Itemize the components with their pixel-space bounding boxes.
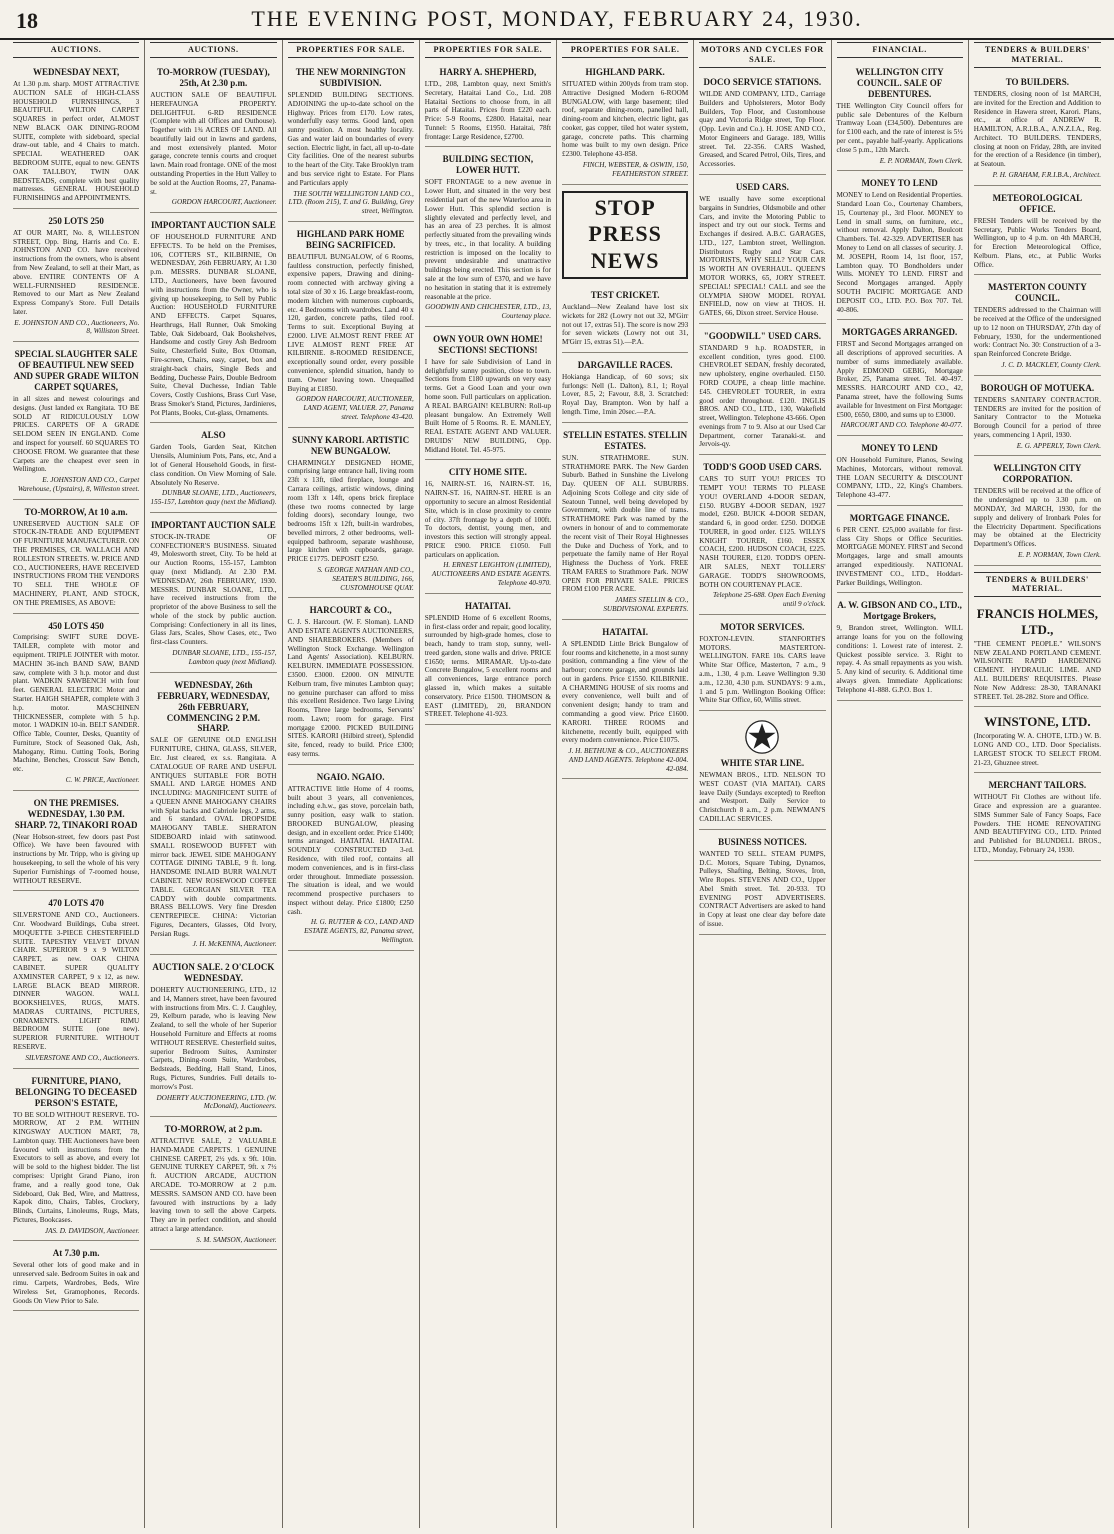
classified-ad — [699, 177, 825, 324]
column-6 — [694, 40, 831, 1528]
classified-ad — [974, 601, 1101, 707]
ad-body-text: LTD., 208, Lambton quay, next Smith's Secretary, Hataitai Land Co., Ltd. 208 Hataitai Sections to choose from, in all parts of Hataitai. Prices from £220 each. Price: 5-9 Rooms, £2800. Hataitai, near Tunnel: 5 Rooms, £1950. Hataitai, 78ft frontage: Large Residence, £2700. — [424, 79, 551, 141]
ad-body-text: TENDERS will be received at the office of the undersigned up to 3.30 p.m. on MONDAY, 3rd MARCH, 1930, for the supply and delivery of Ironbark Poles for the Electricity Department. Specifications may be obtained at the Electricity Department's Offices. — [973, 487, 1101, 549]
ad-title: MERCHANT TAILORS. — [988, 780, 1087, 791]
column-5 — [557, 40, 694, 1528]
ad-title: WELLINGTON CITY CORPORATION. — [993, 463, 1082, 485]
ad-signature: C. W. PRICE, Auctioneer. — [65, 775, 140, 784]
ad-body-text: WITHOUT Fit Clothes are without life. Grace and expression are a guarantee. SIMS Summer Sale of Fancy Soaps, Face Powders. THE HOME RENOVATING AND BEAUTIFYING CO., LTD. Printed and Published for BLUNDELL BROS., LTD., Monday, February 24, 1930. — [973, 793, 1101, 854]
classified-ad — [974, 72, 1101, 186]
classified-ad — [150, 62, 276, 213]
ad-signature: P. H. GRAHAM, F.R.I.B.A., Architect. — [992, 171, 1101, 179]
ad-body-text: TENDERS addressed to the Chairman will be received at the Office of the undersigned up to 12 noon on THURSDAY, 27th day of February, 1930, for the undermentioned work: Contract No. 30: Construction of a 3-span Reinforced Concrete Bridge. — [973, 306, 1101, 359]
ad-title: WELLINGTON CITY COUNCIL. SALE OF DEBENTURES. — [855, 67, 944, 99]
ad-body-text: STANDARD 9 h.p. ROADSTER, in excellent condition, tyres good. £100. CHEVROLET SEDAN, freshly decorated, new upholstery, engine overhauled. £150. FORD COUPE, a cheap little machine. £45. CHEVROLET TOURER, in extra good order throughout. £120. INGLIS BROS. AND CO., LTD., 130, Wakefield street, Wellington. Telephone 43-666. Open evenings from 7 to 9. Also at our Used Car Department, corner Taranaki-st. and Jervois-qy. — [699, 343, 826, 449]
classified-ad — [974, 709, 1101, 773]
ad-title: HARCOURT & CO., — [309, 605, 392, 616]
ad-title: METEOROLOGICAL OFFICE. — [992, 192, 1083, 214]
ad-title: WEDNESDAY, 26th FEBRUARY, WEDNESDAY, 26th FEBRUARY, COMMENCING 2 P.M. SHARP. — [157, 679, 270, 734]
ad-body-text: At 1.30 p.m. sharp. MOST ATTRACTIVE AUCTION SALE of HIGH-CLASS HOUSEHOLD FURNISHINGS, 3 BEAUTIFUL WILTON CARPET SQUARES in perfect order, ALMOST NEW BLACK OAK DINING-ROOM SUITE, complete with sideboard, special draw-out table, and 4 Chairs to match. SPECIAL WEATHERED OAK BEDROOM SUITE, equal to new. GENTS OAK TALLBOY, TWIN OAK BEDSTEADS, complete with best quality mattresses. GENERAL HOUSEHOLD FURNISHINGS and APPOINTMENTS. — [13, 79, 140, 203]
ad-title: THE NEW MORNINGTON SUBDIVISION. — [295, 67, 406, 88]
ad-signature: J. C. D. MACKLEY, County Clerk. — [1001, 361, 1101, 370]
classified-ad — [699, 713, 825, 830]
ad-body-text: TO BE SOLD WITHOUT RESERVE. TO-MORROW, AT 2 P.M. WITHIN KINGSWAY AUCTION MART, 78, Lambton quay. THE Auctioneers have been favoured with instructions from the Executors to sell as above, and every lot will be sold to the highest bidder. The list comprises: Upright Grand Piano, iron frame, and a really good tone, Oak Sideboard, Oak Bed, Wire, and Mattress, Kapok ditto, Chairs, Tables, Crockery, Blinds, Curtains, Linoleums, Rugs, Mats, Pictures, Bookcases. — [13, 1110, 140, 1224]
ad-body-text: A SPLENDID Little Brick Bungalow of four rooms and kitchenette, in a most sunny position, commanding a fine view of the harbour; concrete garage, and grounds laid out in gardens. Price £1550. KILBIRNIE. A CHARMING HOUSE of six rooms and every convenience, well built and of convenient design; handy to tram and commanding a good view. Price £1600. KARORI. THREE ROOMS and kitchenette, recently built, equipped with every modern convenience. Price £1075. — [562, 639, 689, 745]
ad-title: MORTGAGE FINANCE. — [849, 512, 950, 523]
classified-ad — [974, 775, 1101, 860]
ad-title: HATAITAI. — [464, 600, 511, 611]
ad-signature: S. M. SAMSON, Auctioneer. — [196, 1235, 277, 1244]
classified-ad — [562, 622, 688, 780]
ad-title: MONEY TO LEND — [861, 178, 938, 189]
ad-title: BUSINESS NOTICES. — [718, 836, 807, 847]
ad-title: NGAIO. NGAIO. — [316, 771, 385, 782]
ad-title: HIGHLAND PARK HOME BEING SACRIFICED. — [296, 228, 405, 250]
ad-title: MONEY TO LEND — [861, 443, 938, 454]
classified-ad — [13, 344, 139, 499]
ad-title: BUILDING SECTION, LOWER HUTT. — [442, 154, 534, 176]
classified-ad — [699, 326, 825, 455]
ad-body-text: Hokianga Handicap, of 60 sovs; six furlongs: Nell (L. Dalton), 8.1, 1; Royal Lover, 8.5, 2; Favour, 8.8, 3. Scratched: Royal Day, Brampton. Won by half a length. Time, 1min 20sec.—P.A. — [562, 372, 689, 417]
ad-signature: H. ERNEST LEIGHTON (LIMITED), AUCTIONEERS AND ESTATE AGENTS. Telephone 40-970. — [431, 561, 551, 587]
ad-title: A. W. GIBSON AND CO., LTD., Mortgage Brokers, — [837, 600, 962, 622]
ad-body-text: TENDERS, closing noon of 1st MARCH, are invited for the Erection and Addition to Residence in Hawera street, Karori. Plans, etc., at office of ANDREW R. HAMILTON, A.R.I.B.A., A.N.Z.I.A., Reg. Architect. TO BUILDERS. TENDERS, closing at noon on Friday, 28th, are invited for the erection of a Residence (in timber), at Seatoun. — [973, 89, 1101, 169]
classified-ad — [974, 458, 1101, 565]
column-7 — [832, 40, 969, 1528]
ad-title: 470 LOTS 470 — [48, 898, 104, 909]
column-4 — [420, 40, 557, 1528]
column-1 — [8, 40, 145, 1528]
ad-body-text: "THE CEMENT PEOPLE." WILSON'S NEW ZEALAND PORTLAND CEMENT. WILSONITE RAPID HARDENING CEMENT. HYDRAULIC LIME. AND ALL BUILDERS' REQUISITES. Please Note New Address: 28-30, TARANAKI STREET. Tel. 28-282. Store and Office. — [973, 639, 1101, 701]
ad-title: MASTERTON COUNTY COUNCIL. — [987, 282, 1087, 304]
classified-ad — [562, 62, 688, 185]
ad-body-text: SALE OF GENUINE OLD ENGLISH FURNITURE, CHINA, GLASS, SILVER, Etc. Just cleared, ex s.s. Rangitata. A CATALOGUE OF RARE AND USEFUL ANTIQUES SUITABLE FOR BOTH SMALL AND LARGE HOMES AND INCLUDING: MAGNIFICENT SUITE of a QUEEN ANNE MAHOGANY CHAIRS with Splat backs and Cabriole legs, 2 arms, and 6 standard. OVAL DROPSIDE MAHOGANY TABLE. SHERATON SIDEBOARD inlaid with satinwood. SMALL ROSEWOOD BUFFET with mirror back. JEWEL SIDE MAHOGANY COTTAGE DINING TABLE, 9 ft. long. HANDSOME INLAID BURR WALNUT CABINET. NEW ROSEWOOD COFFEE TABLE. GEORGIAN SILVER TEA CADDY with double compartments. BRASS BELLOWS. Very fine Dresden CENTREPIECE. CHINA: Victorian Figures, Decanters, Glasses, Old Ivory, Persian Rugs. — [150, 736, 277, 938]
ad-signature: GORDON HARCOURT, Auctioneer. — [171, 198, 277, 207]
ad-signature: THE SOUTH WELLINGTON LAND CO., LTD. (Room 215), T. and G. Building, Grey street, Wellington. — [288, 189, 414, 216]
ad-title: IMPORTANT AUCTION SALE — [150, 519, 276, 530]
ad-body-text: C. J. S. Harcourt. (W. F. Sloman). LAND AND ESTATE AGENTS AUCTIONEERS, AND SHAREBROKERS. (Members of Wellington Stock Exchange. Wellington Land Agents' Association). KELBURN. KELBURN. IMMEDIATE POSSESSION. £3500. £3000. £2000. ON MINUTE Kelburn tram, five minutes Lambton quay; no genuine purchaser can afford to miss this excellent Residence. Two large Living Rooms, Three large bedrooms, Servants' room. Lawn; room for garage. First mortgage £2000. PICKED BUILDING SITES. KARORI (Hilbird street), Splendid site, fenced, ready to build. Price £300; easy terms. — [287, 618, 414, 758]
column-heading: PROPERTIES FOR SALE. — [562, 42, 688, 58]
ad-title: FRANCIS HOLMES, LTD., — [976, 606, 1099, 638]
classified-ad — [837, 595, 963, 700]
ad-body-text: BEAUTIFUL BUNGALOW, of 6 Rooms, faultless construction, perfectly finished, expensive papers, Drawing and dining-room connected with archway giving a total size of 30 x 16. Large breakfast-room, modern kitchen with numerous cupboards, etc. 4 Bedrooms with wardrobes. Land 40 x 120, garden, concrete paths, tiled roof. Terms to suit. Exceptional Buying at £2000. LIVE ALMOST RENT FREE AT LIVE ALMOST RENT FREE AT KILBIRNIE. 8-ROOMED RESIDENCE, exceptionally sound order, every possible convenience, splendid situation, handy to tram. Owner leaving town. Unequalled Buying at £1850. — [287, 252, 414, 393]
ad-title: SPECIAL SLAUGHTER SALE OF BEAUTIFUL NEW SEED AND SUPER GRADE WILTON CARPET SQUARES, — [13, 349, 139, 393]
ad-title: ALSO — [201, 430, 226, 441]
ad-body-text: STOCK-IN-TRADE OF CONFECTIONER'S BUSINESS. Situated 49, Molesworth street, City. To be held at our Auction Rooms, 155-157, Lambton quay (next Midland). At 2.30 P.M. WEDNESDAY, 26th FEBRUARY, 1930. MESSRS. DUNBAR SLOANE, LTD., have received instructions from the proprietor of the above Business to sell the whole of the stock by public auction. Comprising: Confectionery in all its lines, Glass Jars, Scales, Show Cases, etc., Two first-class Counters. — [150, 532, 277, 647]
ad-body-text: SOFT FRONTAGE to a new avenue in Lower Hutt, and situated in the very best residential part of the new Waterloo area in Lower Hutt. This splendid section is slightly elevated and perfectly level, and has an area of 23 perches. It is almost perfectly situated from the prevailing winds by trees, etc., in that locality. A building restriction is imposed on the locality to prevent undesirable and unattractive buildings being erected. This section is for sale at the low sum of £370, and we have no hesitation in stating that it is extremely reasonable at the price. — [424, 178, 551, 301]
classified-ad — [13, 616, 139, 791]
newspaper-title: THE EVENING POST, MONDAY, FEBRUARY 24, 1930. — [251, 6, 863, 31]
classified-ad — [837, 322, 963, 436]
classified-ad — [425, 62, 551, 147]
ad-title: 250 LOTS 250 — [48, 215, 104, 226]
ad-title: TO-MORROW, at 2 p.m. — [164, 1124, 263, 1135]
ad-body-text: Auckland—New Zealand have lost six wickets for 282 (Lowry not out 32, M'Girr not out 17, extras 51). The score is now 293 for seven wickets (Lowry not out 31, M'Girr 15, extras 51).—P.A. — [562, 303, 689, 347]
ad-title: CITY HOME SITE. — [448, 467, 527, 478]
column-heading: AUCTIONS. — [13, 42, 139, 58]
ad-signature: DOHERTY AUCTIONEERING, LTD. (W. McDonald), Auctioneers. — [156, 1093, 277, 1111]
column-heading: FINANCIAL. — [837, 42, 963, 58]
ad-title: MORTGAGES ARRANGED. — [842, 327, 958, 338]
ad-body-text: DOHERTY AUCTIONEERING, LTD., 12 and 14, Manners street, have been favoured with instructions from Mrs. C. J. Caughley, 29, Kelburn parade, who is leaving New Zealand, to sell the whole of her Superior Household Furniture and Effects at rooms WITHOUT RESERVE. Chesterfield suites, superior Bedroom Suites, Axminster Carpets, Dining-room Suite, Wardrobes, Bedsteads, Bedding, Hall Stand, Linos, Rugs, Pictures, Sundries. Full details to-morrow's Post. — [150, 986, 277, 1091]
ad-body-text: SPLENDID Home of 6 excellent Rooms, in first-class order and repair, good locality, surrounded by high-grade homes, close to beach, handy to tram stop, sunny, well-treed garden, stone walls and drive. PRICE £1650; terms. MIRAMAR. Up-to-date Concrete Bungalow, 5 excellent rooms and all conveniences, large entrance porch glassed in, which makes a suitable conservatory. Price £1500. THOMSON & EAST (LIMITED), 20, BRANDON STREET. Telephone 41-923. — [424, 613, 551, 719]
classified-ad — [837, 62, 963, 171]
section-heading: TENDERS & BUILDERS' MATERIAL. — [974, 572, 1101, 598]
classified-ad — [13, 1071, 139, 1242]
classified-ad — [150, 425, 276, 512]
ad-body-text: 16, NAIRN-ST. 16, NAIRN-ST. 16, NAIRN-ST. 16, NAIRN-ST. HERE is an opportunity to secure an almost Residential Site, which is in close proximity to centre of city. 37ft frontage by a depth of 100ft. To doctors, dentist, young men, and investors this section will strongly appeal. PRICE £900. PRICE £1050. Full particulars on application. — [424, 480, 551, 559]
ad-body-text: NEWMAN BROS., LTD. NELSON TO WEST COAST (VIA MAITAI). CARS leave Daily (Sundays excepted) to Reefton and Westport. Daily Service to Christchurch 8 a.m., 2 p.m. NEWMAN'S CADILLAC SERVICES. — [699, 771, 826, 824]
ad-signature: S. GEORGE NATHAN AND CO., SEATER'S BUILDING, 166, CUSTOMHOUSE QUAY. — [317, 565, 414, 592]
classified-ad — [13, 1243, 139, 1311]
classified-ad — [288, 767, 414, 951]
white-star-line-logo — [699, 720, 825, 754]
classified-ad — [150, 515, 276, 673]
ad-signature: HARCOURT AND CO. Telephone 40-077. — [840, 421, 963, 430]
ad-title: BOROUGH OF MOTUEKA. — [980, 382, 1095, 393]
ad-body-text: FOXTON-LEVIN. STANFORTH'S MOTORS. MASTERTON-WELLINGTON. FARE 10s. CARS leave White Star Office, Masterton, 7 a.m., 9 a.m., 1.30, 4 p.m. Leave Wellington 9.30 a.m., 12.30, 4.30 p.m. SUNDAYS: 9 a.m., 1 and 5 p.m. Wellington Booking Office: White Star Office, 60, Willis street. — [699, 634, 826, 705]
classified-ad — [837, 508, 963, 593]
classified-ad — [425, 329, 551, 461]
classified-ad — [699, 832, 825, 935]
ad-title: AUCTION SALE. 2 O'CLOCK WEDNESDAY. — [152, 962, 275, 984]
ad-signature: Telephone 25-688. Open Each Evening until 9 o'clock. — [712, 591, 826, 609]
ad-title: OWN YOUR OWN HOME! SECTIONS! SECTIONS! — [433, 333, 543, 355]
column-8 — [969, 40, 1106, 1528]
ad-title: FURNITURE, PIANO, BELONGING TO DECEASED PERSON'S ESTATE, — [15, 1075, 137, 1108]
ad-signature: E. G. APPERLY, Town Clerk. — [1016, 441, 1101, 450]
ad-body-text: SPLENDID BUILDING SECTIONS. ADJOINING the up-to-date school on the Highway. Prices from £170. Low rates, wonderfully easy terms. Good land, open sunny position. A most healthy locality. Gas and water laid on boundaries of every section. Electric light, in fact, all up-to-date City facilities. One of the nearest suburbs to the heart of the City. Take Brooklyn tram and bus service right to Estate. For Plans and Particulars apply — [287, 90, 414, 187]
ad-signature: GORDON HARCOURT, AUCTIONEER, LAND AGENT, VALUER. 27, Panama street. Telephone 43-420. — [295, 395, 414, 421]
ad-body-text: in all sizes and newest colourings and designs. (Just landed ex Rangitata. TO BE SOLD AT RIDICULOUSLY LOW PRICES. CARPETS OF A GRADE SELDOM SEEN IN ENGLAND. Come and inspect for yourself. 60 SQUARES TO CHOOSE FROM. We guarantee that these Carpets are the cheapest ever seen in Wellington. — [13, 395, 140, 474]
ad-title: HATAITAI. — [602, 626, 648, 637]
stop-press-banner: STOP PRESS NEWS — [562, 191, 688, 279]
ad-title: MOTOR SERVICES. — [720, 621, 805, 632]
column-3 — [283, 40, 420, 1528]
ad-body-text: TENDERS SANITARY CONTRACTOR. TENDERS are invited for the position of Sanitary Contractor to the Motueka Borough Council for a period of three years, commencing 1 April, 1930. — [973, 395, 1101, 439]
column-heading: MOTORS AND CYCLES FOR SALE. — [699, 42, 825, 68]
ad-body-text: SUN. STRATHMORE. SUN. STRATHMORE PARK. The New Garden Suburb. Bathed in Sunshine the Livelong Day. QUEEN OF ALL SUBURBS. Adjoining Scots College and city side of Seatoun Tunnel, well being developed by Government, with double line of trams. STRATHMORE Park was named by the owners in honour of and to commemorate the recent visit of Their Royal Highnesses the Duke and Duchess of York, and to perpetuate the family name of Her Royal Highness the Duchess of York. FREE TRAM FARES to Strathmore Park. NOW OPEN FOR PRIVATE SALE. PRICES FROM £100 PER ACRE. — [562, 453, 689, 594]
ad-body-text: (Incorporating W. A. CHOTE, LTD.) W. B. LONG AND CO., LTD. Door Specialists. LARGEST STOCK TO SELECT FROM. 21-23, Ghuznee street. — [973, 732, 1101, 767]
ad-title: DOCO SERVICE STATIONS. — [703, 77, 822, 87]
classified-ad — [13, 893, 139, 1068]
classified-ad — [13, 793, 139, 892]
classified-ad — [13, 211, 139, 342]
ad-body-text: WILDE AND COMPANY, LTD., Carriage Builders and Upholsterers, Motor Body Builders, Top Floor, and Customhouse quay and Victoria Ridge street, Top Floor. (Opp. Levin and Co.). H. JOSE AND CO., Motor Engineers and Garage. 189, Willis street. Tel. 22-356. CARS Washed, Greased, and Scared Petrol, Oils, Tires, and Accessories. — [699, 89, 826, 169]
classified-ad — [699, 617, 825, 711]
classified-ad — [288, 600, 414, 764]
ad-signature: DUNBAR SLOANE, LTD., Auctioneers, 155-157, Lambton quay (next the Midland). — [150, 489, 277, 507]
ad-title: STELLIN ESTATES. STELLIN ESTATES. — [563, 429, 688, 451]
newspaper-columns — [8, 40, 1106, 1528]
ad-body-text: UNRESERVED AUCTION SALE OF STOCK-IN-TRADE AND EQUIPMENT OF FURNITURE MANUFACTURER. ON THE PREMISES, CR. WALLACH AND ROLLESTON STREETS. W. PRICE AND CO., AUCTIONEERS, HAVE RECEIVED INSTRUCTIONS FROM THE VENDORS TO SELL THE WHOLE OF MACHINERY, PLANT, AND STOCK, ON THE PREMISES, AS ABOVE: — [13, 519, 140, 607]
column-2 — [145, 40, 282, 1528]
column-heading: PROPERTIES FOR SALE. — [288, 42, 414, 58]
ad-body-text: (Near Hobson-street, few doors past Post Office). We have been favoured with instructions by Mr. Tripp, who is giving up housekeeping, to sell the whole of his very Superior Furnishings of 7-roomed house, WITHOUT RESERVE. — [13, 832, 140, 885]
ad-signature: E. P. NORMAN, Town Clerk. — [1017, 550, 1101, 559]
ad-title: "GOODWILL" USED CARS. — [703, 330, 821, 341]
ad-signature: SILVERSTONE AND CO., Auctioneers. — [25, 1053, 140, 1062]
classified-ad — [13, 502, 139, 614]
ad-body-text: CHARMINGLY DESIGNED HOME, comprising large entrance hall, living room 23ft x 13ft, tiled fireplace, lounge and Carrara ceilings, artistic windows, dining room 13ft x 14ft, opens brick fireplace (these two rooms connected by large folding doors), secondary lounge, two bedrooms 15ft x 12ft, built-in wardrobes, bevelled mirrors, 2 other bedrooms, well-equipped bathroom, separate washhouse, large kitchen with cupboards, garage. PRICE £1775. DEPOSIT £250. — [287, 458, 414, 564]
classified-ad — [288, 224, 414, 428]
ad-title: 450 LOTS 450 — [48, 620, 104, 631]
ad-signature: DUNBAR SLOANE, LTD., 155-157, Lambton quay (next Midland). — [172, 649, 277, 666]
ad-title: IMPORTANT AUCTION SALE — [150, 220, 276, 231]
page-number: 18 — [16, 8, 38, 33]
ad-body-text: FIRST and Second Mortgages arranged on all descriptions of approved securities. A number of sums immediately available. Apply EDMOND GEBIG, Mortgage Broker, 25, Panama street. Tel. 40-497. MESSRS. HARCOURT AND CO., 42, Panama street, have the following Sums available for Investment on First Mortgage: £500, £650, £800, and sums up to £3000. — [836, 340, 963, 419]
ad-signature: J. H. McKENNA, Auctioneer. — [192, 940, 277, 949]
ad-title: USED CARS. — [735, 182, 789, 192]
classified-ad — [562, 285, 688, 353]
ad-body-text: MONEY to Lend on Residential Properties. Standard Loan Co., Courtenay Chambers, 15, Courtenay pl., 3rd Floor. MONEY to Lend in small sums, on furniture, etc., without removal. Apply Dalton, Boulcott Chambers. Tel. 42-329. ADVERTISER has Money to Lend on all classes of security. J. M. JOSEPH, Room 14, 1st floor, 157, Lambton quay. TO Bondholders under Wills. MONEY TO LEND. FIRST and Second Mortgages arranged. Apply SOUTH PACIFIC MORTGAGE AND DEPOSIT CO., LTD. P.O. Box 707. Tel. 40-806. — [836, 191, 963, 314]
ad-signature: E. P. NORMAN, Town Clerk. — [879, 156, 963, 165]
classified-ad — [288, 62, 414, 222]
classified-ad — [150, 957, 276, 1117]
ad-title: WINSTONE, LTD. — [984, 714, 1091, 730]
ad-signature: J. H. BETHUNE & CO., AUCTIONEERS AND LAND AGENTS. Telephone 42-004. 42-084. — [568, 747, 689, 773]
column-heading: TENDERS & BUILDERS' MATERIAL. — [974, 42, 1101, 68]
ad-body-text: OF HOUSEHOLD FURNITURE AND EFFECTS. To be held on the Premises, 106, COTTERS ST., KILBIRNIE, On WEDNESDAY, 26th FEBRUARY, At 1.30 p.m. MESSRS. DUNBAR SLOANE, LTD., Auctioneers, have been favoured with instructions from the Owner, who is giving up housekeeping, to Sell by Public Auction: HOUSEHOLD FURNITURE AND EFFECTS. Carpet Squares, Hearthrugs, Hall Runner, Oak Smoking Table, Oak Sideboard, Oak Bookshelves, Handsome and costly Grey Ash Bedroom Suite, Chesterfield Suite, Box Ottoman, Fire-screen, Chairs, easy, carpet, box and straight-back chairs, Single Beds and Bedding, Duchesse Pairs, Double Bedroom Suite, Cheval Duchesse, Indian Table Covers, Costly Cushions, Brass Curl Vase, Brass Smoker's Stand, Pictures, Jardinieres, Pot Plants, Books, Cut-glass, Ornaments. — [150, 233, 277, 417]
ad-signature: H. G. RUTTER & CO., LAND AND ESTATE AGENTS, 82, Panama street, Wellington. — [304, 918, 414, 945]
ad-title: SUNNY KARORI. ARTISTIC NEW BUNGALOW. — [292, 434, 410, 456]
classified-ad — [425, 149, 551, 326]
classified-ad — [13, 62, 139, 209]
ad-body-text: AT OUR MART, No. 8, WILLESTON STREET, Opp. Bing, Harris and Co. E. JOHNSTON AND CO. have received instructions from the owners, who is absent from New Zealand, to sell at their Mart, as above. ENTIRE CONTENTS OF A WELL-FURNISHED RESIDENCE. Removed to our Mart as New Zealand Express Company's Store. Full Details later. — [13, 228, 140, 316]
ad-body-text: SILVERSTONE AND CO., Auctioneers. Cnr. Woodward Buildings, Cuba street. MOQUETTE 3-PIECE CHESTERFIELD SUITE. TAPESTRY VELVET DIVAN CHAIR. SUPERIOR 9 x 9 WILTON CARPET, as new. OAK CHINA CABINET. SUPER QUALITY AXMINSTER CARPET, 9 x 12, as new. LARGE BLACK BEAD MIRROR. DINNER WAGON. WALL BOOKSHELVES, RUGS, MATS. MADRAS CURTAINS, PICTURES, ORNAMENTS. LIGHT RIMU BEDROOM SUITE (one new). SUPERIOR FURNITURE. WITHOUT RESERVE. — [13, 911, 140, 1052]
ad-signature: JAS. D. DAVIDSON, Auctioneer. — [44, 1226, 140, 1235]
ad-body-text: Comprising: SWIFT SURE DOVE-TAILER, complete with motor and equipment. TRIPLE JOINTER with motor. MACHIN 36-inch BAND SAW, BAND saw, complete with 3 h.p. motor and dust plant. WADKIN SAWBENCH with four feet. GENERAL ELECTRIC Motor and Starter. HAIGH SHAPER, complete with 3 h.p. motor. MASCHINEN THICKNESSER, complete with 5 h.p. motor. 1 WADKIN 10-in. BELT SANDER. Office Table, Counter, Desks, Quantity of Furniture, Stock of Seasoned Oak, Ash, Mahogany, Rimu. Cutting Tools, Boring Machine, Benches, Crosscut Saw Bench, etc. — [13, 633, 140, 774]
classified-ad — [974, 378, 1101, 457]
masthead — [0, 0, 1114, 40]
ad-body-text: THE Wellington City Council offers for public sale Debentures of the Kelburn Tramway Loan (£34,500). Debentures are for £100 each, and the rate of interest is 5½ per cent., payable half-yearly. Applications close 5 p.m., 12th March. — [836, 101, 963, 154]
ad-body-text: I have for sale Subdivision of Land in delightfully sunny position, close to town. Sections from £180 upwards on very easy terms. Get a Good Loan and your own home soon. Full particulars on application. A REAL BARGAIN! KELBURN: Roll-up pleasant bungalow. An Extremely Well Built Home of 5 Rooms. R. E. MANLEY, REAL ESTATE AGENT AND VALUER. DRUIDS' NEW BUILDING, Opp. Midland Hotel. Tel. 45-975. — [424, 357, 551, 454]
ad-title: HIGHLAND PARK. — [585, 67, 665, 77]
ad-title: TEST CRICKET. — [590, 290, 660, 301]
ad-title: At 7.30 p.m. — [52, 1248, 100, 1259]
ad-title: HARRY A. SHEPHERD, — [439, 67, 537, 77]
column-heading: AUCTIONS. — [150, 42, 276, 58]
ad-title: WHITE STAR LINE. — [720, 758, 805, 769]
classified-ad — [699, 72, 825, 175]
ad-body-text: 6 PER CENT. £25,000 available for first-class City Shops or Office Securities. MORTGAGE MONEY. FIRST and Second Mortgages, large and small amounts arranged expeditiously. NATIONAL INVESTMENT CO., LTD., Hoddart-Parker Buildings, Wellington. — [836, 525, 963, 587]
ad-body-text: ATTRACTIVE SALE, 2 VALUABLE HAND-MADE CARPETS. 1 GENUINE CHINESE CARPET, 2½ yds. x 9ft. 10in. GENUINE TURKEY CARPET, 9ft. x 7½ ft. AUCTION ARCADE, AUCTION ARCADE. TO-MORROW at 2 p.m. MESSRS. SAMSON AND CO. have been favoured with instructions by a lady leaving town to sell the above Carpets. They are in perfect condition, and should attract a large attendance. — [150, 1137, 277, 1233]
ad-body-text: SITUATED within 200yds from tram stop. Attractive Designed Modern 6-ROOM BUNGALOW, with large basement; tiled roof, separate dining-room, panelled hall, dining-room and kitchen, electric light, gas cooker, gas copper, tiled hot water system, garage, concrete paths. This charming home was built to my own design. Price £2300. Telephone 43-858. — [562, 79, 689, 159]
ad-body-text: Garden Tools, Garden Seat, Kitchen Utensils, Aluminium Pots, Pans, etc, And a lot of General Household Goods, in first-class condition. On View Morning of Sale. Absolutely No Reserve. — [150, 443, 277, 487]
classified-ad — [837, 438, 963, 506]
ad-title: TO BUILDERS. — [1005, 77, 1070, 87]
classified-ad — [699, 457, 825, 615]
classified-ad — [425, 462, 551, 593]
ad-title: TO-MORROW (TUESDAY), 25th, At 2.30 p.m. — [156, 67, 270, 88]
classified-ad — [150, 675, 276, 956]
classified-ad — [288, 430, 414, 599]
ad-signature: E. JOHNSTON AND CO., Auctioneers, No. 8, Williston Street. — [14, 318, 140, 336]
classified-ad — [562, 425, 688, 620]
ad-body-text: FRESH Tenders will be received by the Secretary, Public Works Tenders Board, Wellington, up to 4 p.m. on 4th MARCH, for Erection Meteorological Office, Kelburn. Plans, etc., at Public Works Office. — [973, 216, 1101, 269]
ad-body-text: ON Household Furniture, Pianos, Sewing Machines, Motorcars, without removal. THE LOAN SECURITY & DISCOUNT COMPANY, LTD., 22, King's Chambers. Telephone 43-477. — [836, 456, 963, 500]
classified-ad — [837, 173, 963, 320]
ad-body-text: WE usually have some exceptional bargains in Sundries, Oldsmobile and other Cars, and invite the Motoring Public to inspect and try out our stock. Terms and Exchanges if desired. A.B.C. GARAGES, LTD., 127, Lambton street, Wellington. Distributors Rugby and Star Cars. MOTORISTS, WHY SELL? YOUR CAR IS WORTH AN OVERHAUL. QUEEN'S MOTOR WORKS, 65, JORY STREET. SPECIAL! SPECIAL! CALL and see the OLYMPIA SHOW MODEL ROYAL ENFIELD, now on view at THOS. H. GATES, 66, Dixon street. Service House. — [699, 194, 826, 318]
ad-body-text: WANTED TO SELL. STEAM PUMPS, D.C. Motors, Square Tubing, Dynamos, Pulleys, Shafting, Belting, Stoves, Iron, Wire Ropes. STEVENS AND CO., Upper Abel Smith street. Tel. 20-933. TO EVENING POST ADVERTISERS. CONTRACT Advertisers are asked to hand in Copy at least one clear day before date of issue. — [699, 849, 826, 929]
classified-ad — [974, 277, 1101, 375]
classified-ad — [562, 355, 688, 423]
ad-title: TO-MORROW, At 10 a.m. — [24, 506, 128, 517]
classified-ad — [425, 596, 551, 725]
ad-title: TODD'S GOOD USED CARS. — [703, 462, 822, 473]
star-icon — [745, 720, 779, 754]
column-heading: PROPERTIES FOR SALE. — [425, 42, 551, 58]
ad-body-text: AUCTION SALE OF BEAUTIFUL HEREFAUNGA PROPERTY. DELIGHTFUL 6-RD RESIDENCE (Complete with all Offices and Outhouse). Together with 1¾ ACRES OF LAND. All beautifully laid out in lawns and gardens, and most extensively planted. Motor garage, concrete tennis courts and croquet lawn. Main road frontage. ONE of the most outstanding Properties in the Hutt Valley to be sold at the Auction Rooms, 27, Panama-st. — [150, 90, 277, 196]
ad-signature: FINCH, WEBSTER, & OSWIN, 150, FEATHERSTON STREET. — [582, 161, 689, 178]
ad-signature: E. JOHNSTON AND CO., Carpet Warehouse, (Upstairs), 8, Willeston street. — [17, 476, 140, 493]
classified-ad — [974, 188, 1101, 276]
ad-signature: GOODWIN AND CHICHESTER, LTD., 13, Courtenay place. — [425, 303, 551, 321]
ad-title: ON THE PREMISES. WEDNESDAY, 1.30 P.M. SHARP. 72, TINAKORI ROAD — [14, 797, 138, 830]
ad-title: WEDNESDAY NEXT, — [33, 67, 120, 77]
ad-body-text: Several other lots of good make and in unreserved sale. Bedroom Suites in oak and rimu. Carpets, Wardrobes, Beds, Wire Wireless Set, Gramophones, Records. Goods On View Prior to Sale. — [13, 1261, 140, 1305]
classified-ad — [150, 215, 276, 423]
ad-signature: JAMES STELLIN & CO., SUBDIVISIONAL EXPERTS. — [603, 596, 689, 614]
ad-title: DARGAVILLE RACES. — [577, 359, 673, 370]
ad-body-text: 9, Brandon street, Wellington. WILL arrange loans for you on the following conditions: 1. Lowest rate of interest. 2. Quickest possible service. 3. Right to repay. 4. As small repayments as you wish. 5. Any kind of security. 6. Additional time always given. Immediate Applications: Telephone 41-888. G.P.O. Box 1. — [836, 624, 963, 694]
classified-ad — [150, 1119, 276, 1250]
ad-body-text: ATTRACTIVE little Home of 4 rooms, built about 3 years, all conveniences, including e.h.w., gas stove, porcelain bath, sunny position, easy walk to station. BROOKED BUNGALOW, pleasing design, and in excellent order. Price £1400; terms arranged. HATAITAI. HATAITAI. SOUNDLY CONSTRUCTED 3-rd. Residence, with tiled roof, contains all modern conveniences, and is in first-class order throughout. Immediate possession. The situation is ideal, and we would recommend prospective purchasers to inspect without delay. Price £1800; £250 cash. — [287, 784, 414, 916]
ad-body-text: CARS TO SUIT YOU! PRICES TO TEMPT YOU! TERMS TO PLEASE YOU! OVERLAND 4-DOOR SEDAN, £150. RUGBY 4-DOOR SEDAN, 1927 model, £260. BUICK 4-DOOR SEDAN, standard 6, in good order. £250. DODGE TOURER, in good order. £125. WILLYS KNIGHT TOURER, £160. ESSEX COACH, £200. HUDSON COACH, £225. NASH TOURER, £120. TODD'S OPEN-AIR SALES, NEXT TOLLERS' GARAGE. TODD'S SHOWROOMS, BOTH ON COURTENAY PLACE. — [699, 475, 826, 589]
